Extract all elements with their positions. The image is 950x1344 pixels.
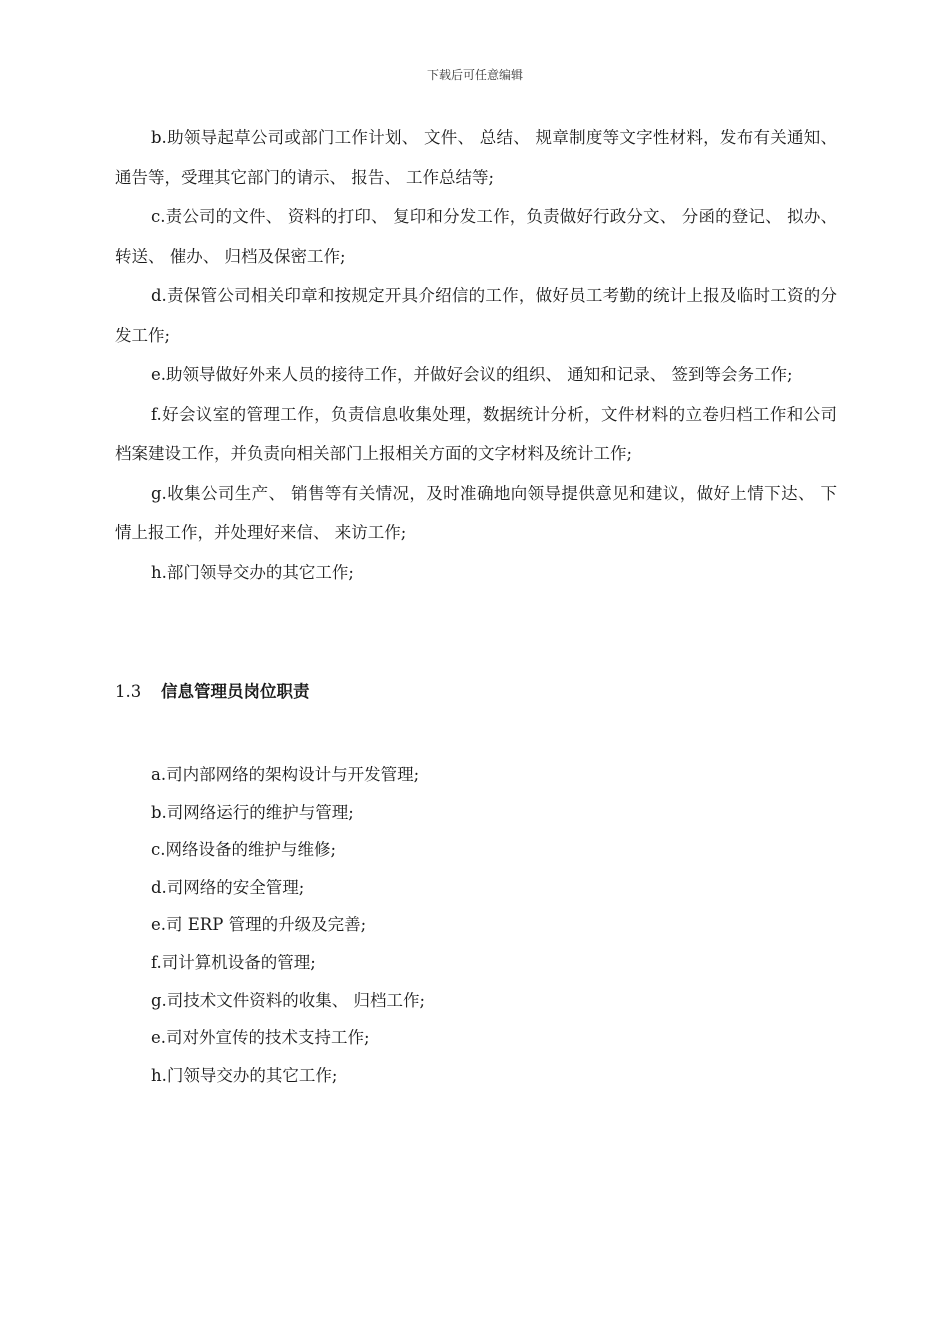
section-number: 1.3: [115, 682, 142, 701]
duties-paragraphs: [115, 118, 837, 592]
list-item: e.司 ERP 管理的升级及完善;: [151, 915, 367, 935]
list-item: h.门领导交办的其它工作;: [151, 1065, 338, 1085]
duty-paragraph-c: c.责公司的文件、 资料的打印、 复印和分发工作，负责做好行政分文、 分函的登记、 拟办、 转送、 催办、 归档及保密工作;: [115, 207, 837, 266]
duty-paragraph-e: e.助领导做好外来人员的接待工作，并做好会议的组织、 通知和记录、 签到等会务工作;: [151, 365, 793, 384]
duty-paragraph-d: d.责保管公司相关印章和按规定开具介绍信的工作，做好员工考勤的统计上报及临时工资的分发工作;: [115, 286, 837, 345]
list-item: d.司网络的安全管理;: [151, 877, 305, 897]
list-item: b.司网络运行的维护与管理;: [151, 802, 354, 822]
list-item: c.网络设备的维护与维修;: [151, 840, 337, 860]
duty-paragraph-h: h.部门领导交办的其它工作;: [151, 562, 354, 582]
duty-paragraph-g: g.收集公司生产、 销售等有关情况，及时准确地向领导提供意见和建议，做好上情下达、 下情上报工作，并处理好来信、 来访工作;: [115, 483, 837, 542]
duty-paragraph-b: b.助领导起草公司或部门工作计划、 文件、 总结、 规章制度等文字性材料，发布有关通知、 通告等，受理其它部门的请示、 报告、 工作总结等;: [115, 128, 837, 187]
it-duties-list: [151, 756, 801, 1094]
list-item: f.司计算机设备的管理;: [151, 952, 316, 972]
list-item: g.司技术文件资料的收集、 归档工作;: [151, 990, 426, 1010]
duty-paragraph-f: f.好会议室的管理工作，负责信息收集处理，数据统计分析，文件材料的立卷归档工作和公司档案建设工作，并负责向相关部门上报相关方面的文字材料及统计工作;: [115, 404, 837, 463]
section-heading: [115, 676, 310, 708]
section-title-text: 信息管理员岗位职责: [161, 682, 310, 701]
list-item: a.司内部网络的架构设计与开发管理;: [151, 765, 420, 784]
header-note: 下载后可任意编辑: [426, 68, 523, 82]
list-item: e.司对外宣传的技术支持工作;: [151, 1028, 370, 1048]
